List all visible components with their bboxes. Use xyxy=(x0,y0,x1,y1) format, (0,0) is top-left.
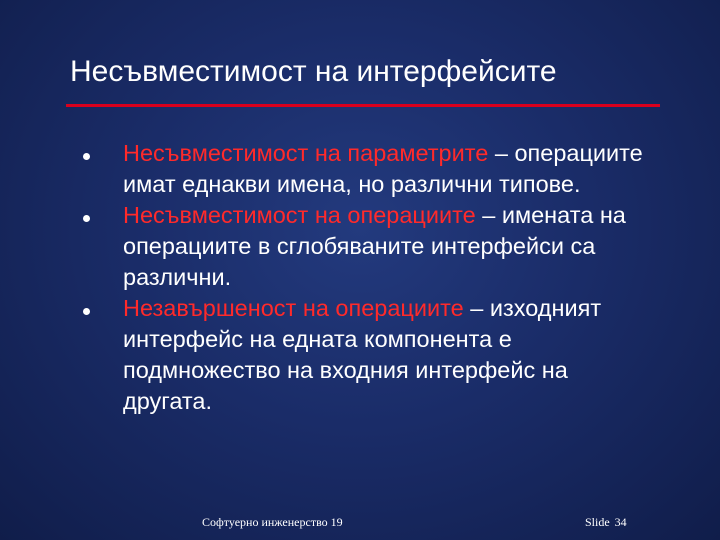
bullet-dot-icon xyxy=(83,153,90,160)
bullet-accent-text: Несъвместимост на параметрите xyxy=(123,140,489,166)
bullet-body-text: – изходният интерфейс на едната компонента е подмножество на входния интерфейс на другата. xyxy=(123,295,602,414)
slide-title: Несъвместимост на интерфейсите xyxy=(70,55,557,88)
bullet-item xyxy=(0,293,720,417)
bullet-accent-text: Несъвместимост на операциите xyxy=(123,202,476,228)
bullet-body-text: – имената на операциите в сглобяваните интерфейси са различни. xyxy=(123,202,626,290)
footer-slide-number xyxy=(585,514,627,530)
bullet-accent-text: Незавършеност на операциите xyxy=(123,295,464,321)
footer-slide-value: 34 xyxy=(614,515,627,529)
bullet-text xyxy=(123,138,663,200)
title-divider xyxy=(66,104,660,107)
bullet-dot-icon xyxy=(83,215,90,222)
bullet-list xyxy=(0,138,720,417)
bullet-item xyxy=(0,138,720,200)
footer-slide-label: Slide xyxy=(585,515,610,529)
bullet-dot-icon xyxy=(83,308,90,315)
bullet-text xyxy=(123,200,663,293)
bullet-item xyxy=(0,200,720,293)
footer-course: Софтуерно инженерство 19 xyxy=(202,515,343,529)
bullet-text xyxy=(123,293,663,417)
bullet-body-text: – операциите имат еднакви имена, но различни типове. xyxy=(123,140,643,197)
